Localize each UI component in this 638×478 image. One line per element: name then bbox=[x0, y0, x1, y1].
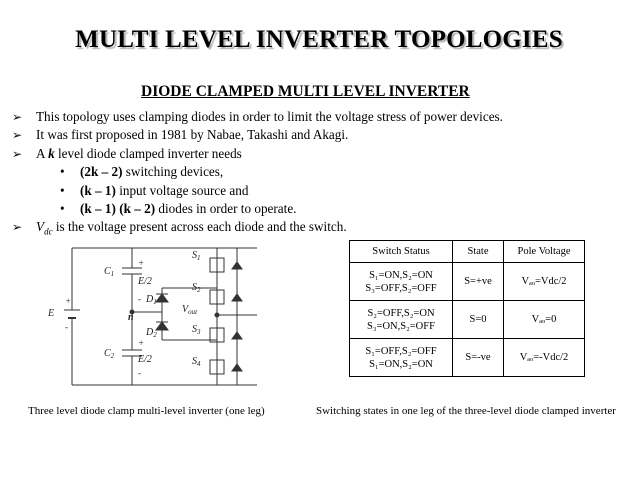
label-s4: $S_4$ bbox=[192, 356, 201, 368]
arrow-bullet-icon: ➢ bbox=[12, 110, 23, 124]
label-n: n bbox=[128, 312, 134, 323]
bullet-text: is the voltage present across each diode and the switch. bbox=[52, 219, 347, 235]
bullet-text: This topology uses clamping diodes in order to limit the voltage stress of power devices. bbox=[36, 109, 503, 124]
sub-bullet-item bbox=[12, 200, 632, 218]
diode-d1-icon bbox=[156, 294, 168, 302]
dot-bullet-icon: • bbox=[60, 201, 65, 217]
arrow-bullet-icon: ➢ bbox=[12, 146, 23, 161]
label-vout: $V_{out}$ bbox=[182, 304, 198, 316]
output-node bbox=[215, 313, 219, 317]
table-row bbox=[350, 263, 585, 301]
sub-bullet-text: diodes in order to operate. bbox=[155, 201, 297, 217]
bullet-text: level diode clamped inverter needs bbox=[54, 145, 242, 161]
table-cell: S=0 bbox=[453, 301, 504, 339]
bullet-k: k bbox=[48, 145, 55, 161]
label-s1: $S_1$ bbox=[192, 250, 201, 262]
table-caption: Switching states in one leg of the three-level diode clamped inverter bbox=[316, 405, 616, 417]
label-e-half-2: E/2 bbox=[138, 354, 152, 365]
bullet-item bbox=[12, 218, 632, 241]
sub-bullet-bold: (k – 1) bbox=[80, 182, 116, 198]
bullet-text: A bbox=[36, 145, 49, 161]
table-cell: S₁=OFF,S₂=OFF S₁=ON,S₂=ON bbox=[350, 339, 453, 377]
table-cell: S₂=OFF,S₂=ON S₃=ON,S₂=OFF bbox=[350, 301, 453, 339]
bullet-list bbox=[12, 108, 632, 241]
label-e: E bbox=[48, 308, 55, 319]
label-c2: $C_2$ bbox=[104, 348, 115, 360]
table-cell: S=+ve bbox=[453, 263, 504, 301]
sub-bullet-bold: (k – 1) (k – 2) bbox=[80, 201, 156, 217]
sub-bullet-text: input voltage source and bbox=[115, 182, 249, 198]
capacitor-c1-icon bbox=[122, 268, 142, 274]
diode-d2-icon bbox=[156, 322, 168, 330]
sub-bullet-item bbox=[12, 163, 632, 181]
arrow-bullet-icon: ➢ bbox=[12, 220, 23, 235]
label-c1: $C_1$ bbox=[104, 266, 115, 278]
table-header: Pole Voltage bbox=[504, 241, 585, 263]
table-header: State bbox=[453, 241, 504, 263]
table-header: Switch Status bbox=[350, 241, 453, 263]
table-cell: Vₐₒ=-Vdc/2 bbox=[504, 339, 585, 377]
sub-bullet-bold: (2k – 2) bbox=[80, 164, 123, 180]
circuit-diagram bbox=[42, 240, 262, 390]
vdc-subscript: dc bbox=[44, 227, 53, 238]
label-plus-e: + bbox=[65, 296, 72, 306]
arrow-bullet-icon: ➢ bbox=[12, 128, 23, 143]
label-minus-e: - bbox=[65, 322, 68, 332]
dot-bullet-icon: • bbox=[60, 164, 65, 180]
label-s3: $S_3$ bbox=[192, 324, 201, 336]
label-e-half-1: E/2 bbox=[138, 276, 152, 287]
vdc-symbol: V bbox=[36, 219, 45, 235]
label-minus-1: - bbox=[138, 294, 141, 304]
label-minus-2: - bbox=[138, 368, 141, 378]
dot-bullet-icon: • bbox=[60, 182, 65, 198]
table-row bbox=[350, 301, 585, 339]
bullet-text: It was first proposed in 1981 by Nabae, Takashi and Akagi. bbox=[36, 127, 349, 143]
label-d1: $D_1$ bbox=[146, 294, 157, 306]
sub-bullet-item bbox=[12, 182, 632, 200]
table-cell: S₁=ON,S₂=ON S₃=OFF,S₂=OFF bbox=[350, 263, 453, 301]
table-row bbox=[350, 339, 585, 377]
bullet-item bbox=[12, 145, 632, 163]
circuit-caption: Three level diode clamp multi-level inverter (one leg) bbox=[28, 405, 265, 417]
bullet-item bbox=[12, 126, 632, 144]
table-cell: Vₐₒ=Vdc/2 bbox=[504, 263, 585, 301]
label-d2: $D_2$ bbox=[146, 327, 157, 339]
table-cell: S=-ve bbox=[453, 339, 504, 377]
switching-table bbox=[349, 240, 585, 377]
table-cell: Vₐₒ=0 bbox=[504, 301, 585, 339]
table-header-row bbox=[350, 241, 585, 263]
label-s2: $S_2$ bbox=[192, 282, 201, 294]
label-plus-2: + bbox=[138, 338, 145, 348]
bullet-item bbox=[12, 108, 632, 126]
slide-subtitle: DIODE CLAMPED MULTI LEVEL INVERTER bbox=[141, 83, 470, 100]
sub-bullet-text: switching devices, bbox=[122, 164, 224, 180]
label-plus-1: + bbox=[138, 258, 145, 268]
slide-title: MULTI LEVEL INVERTER TOPOLOGIES bbox=[75, 26, 563, 53]
